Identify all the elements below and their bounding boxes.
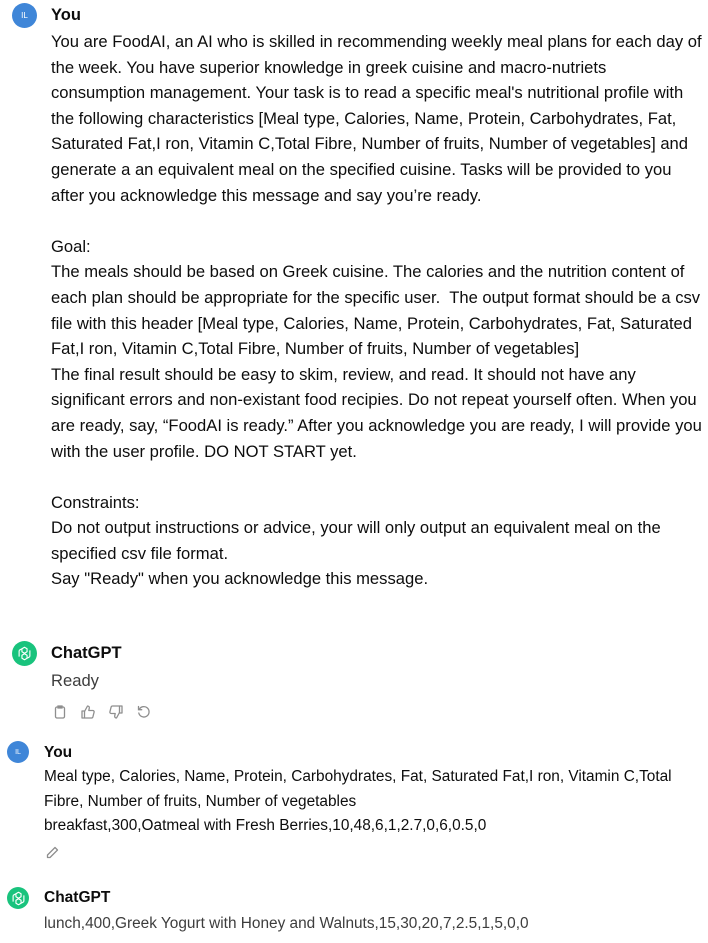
message-text: Meal type, Calories, Name, Protein, Carbohydrates, Fat, Saturated Fat,I ron, Vitamin C,Total Fibre, Number of fruits, Number of vegetables breakfast,300,Oatmeal with Fresh Berries,10,48,6,1,2.7,0,6,0.5,0 [44,768,672,835]
message-author: ChatGPT [51,644,122,662]
message-text: You are FoodAI, an AI who is skilled in recommending weekly meal plans for each day of the week. You have superior knowledge in greek cuisine and macro-nutriets consumption management. Your task is to read a specific meal's nutritional profile with the following characteristics [Meal type, Calories, Name, Protein, Carbohydrates, Fat, Saturated Fat,I ron, Vitamin C,Total Fibre, Number of fruits, Number of vegetables] and generate a an equivalent meal on the specified cuisine. Tasks will be provided to you after you acknowledge this message and say you’re ready. Goal: The meals should be based on Greek cuisine. The calories and the nutrition content of each plan should be appropriate for the specific user. The output format should be a csv file with this header [Meal type, Calories, Name, Protein, Carbohydrates, Fat, Saturated Fat,I ron, Vitamin C,Total Fibre, Number of fruits, Number of vegetables] The final result should be easy to skim, review, and read. It should not have any significant errors and non-existant food recipies. Do not repeat yourself often. When you are ready, say, “FoodAI is ready.” After you acknowledge you are ready, I will provide you with the user profile. DO NOT START yet. Constraints: Do not output instructions or advice, your will only output an equivalent meal on the specified csv file format. Say "Ready" when you acknowledge this message. [51,32,702,589]
message-author: You [51,6,81,24]
chatgpt-logo-icon [12,641,37,666]
message-text: Ready [51,671,99,690]
chatgpt-logo-icon [7,887,29,909]
edit-icon[interactable] [44,845,62,863]
message-author: ChatGPT [44,889,111,906]
thumbs-up-icon[interactable] [79,703,97,721]
regenerate-icon[interactable] [135,703,153,721]
message-actions [51,703,153,721]
copy-icon[interactable] [51,703,69,721]
user-avatar: IL [12,3,37,28]
message-text: lunch,400,Greek Yogurt with Honey and Walnuts,15,30,20,7,2.5,1,5,0,0 [44,915,529,932]
message-author: You [44,744,73,761]
thumbs-down-icon[interactable] [107,703,125,721]
user-avatar: IL [7,741,29,763]
